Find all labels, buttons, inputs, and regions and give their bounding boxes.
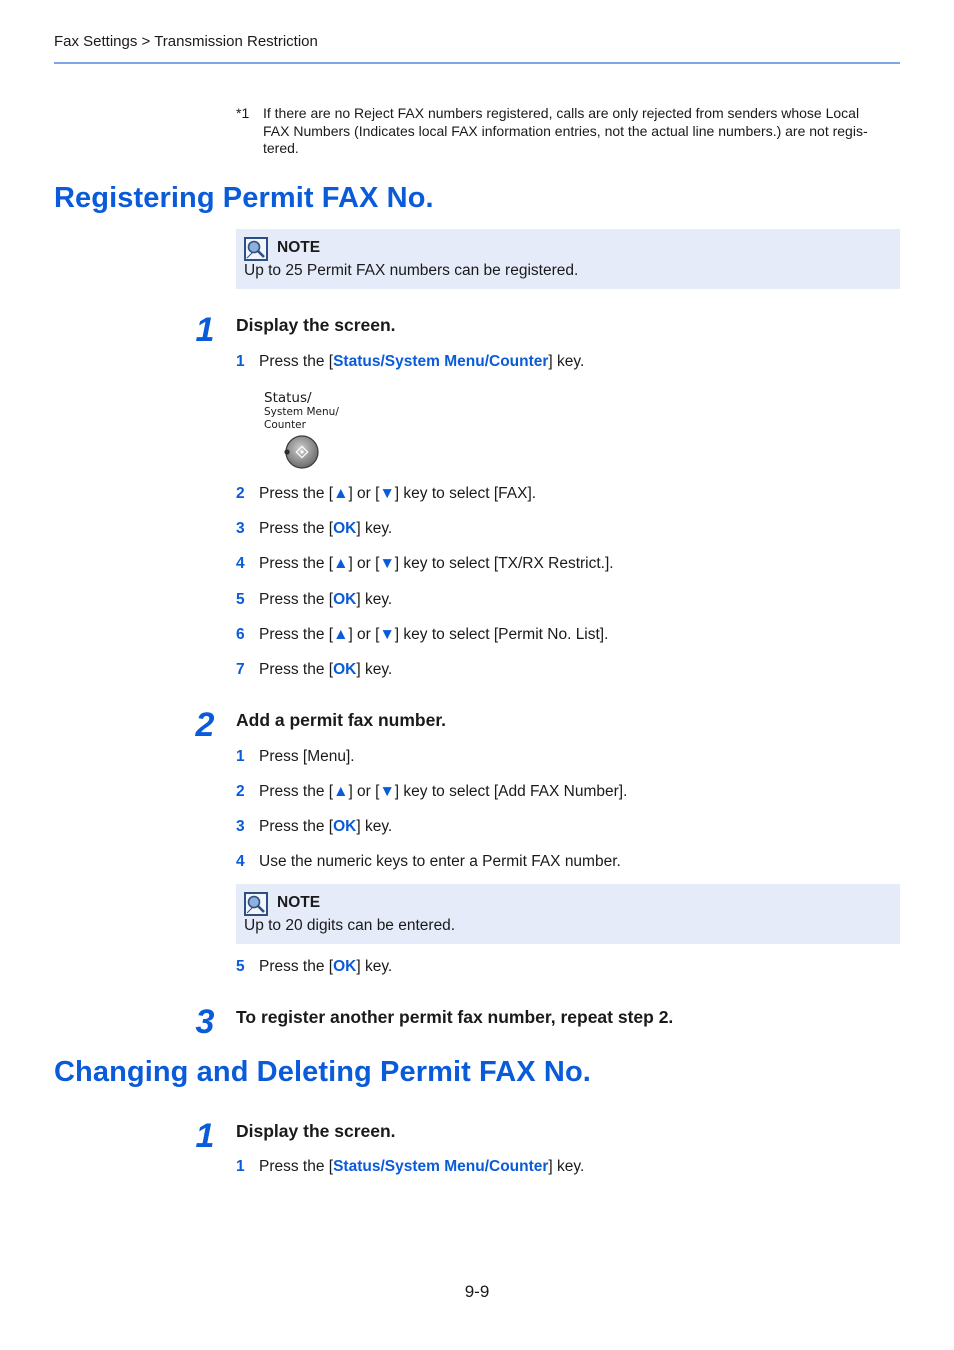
- substep-text: Press the [: [259, 661, 334, 678]
- page-number: 9-9: [464, 1282, 490, 1301]
- substep: [236, 782, 627, 802]
- substep: [236, 625, 608, 645]
- substep: [236, 660, 392, 680]
- substep: [236, 1157, 584, 1177]
- up-arrow-icon: ▲: [333, 485, 349, 502]
- substep-text: ] key.: [548, 1158, 585, 1175]
- substep-text: Press the [: [259, 783, 334, 800]
- substep-text: ] key.: [356, 661, 393, 678]
- substep-number: 1: [236, 353, 245, 370]
- substep: [236, 817, 392, 837]
- step-title: To register another permit fax number, repeat step 2.: [236, 1007, 674, 1027]
- note-label: NOTE: [277, 239, 321, 256]
- substep-number: 5: [236, 958, 245, 975]
- note-label: NOTE: [277, 894, 321, 911]
- substep-number: 3: [236, 818, 245, 835]
- key-label-line-2: System Menu/: [264, 406, 339, 418]
- substep-text: Press the [: [259, 485, 334, 502]
- substep-text: ] or [: [348, 626, 380, 643]
- breadcrumb: Fax Settings > Transmission Restriction: [54, 33, 318, 50]
- substep: [236, 747, 355, 767]
- substep-number: 2: [236, 485, 245, 502]
- substep: [236, 957, 392, 977]
- note-magnifier-icon: [244, 237, 268, 261]
- note-magnifier-icon: [244, 892, 268, 916]
- down-arrow-icon: ▼: [379, 485, 395, 502]
- status-key-illustration: [262, 390, 352, 472]
- header-rule: [54, 62, 900, 64]
- footnote: [236, 105, 896, 158]
- substep-number: 6: [236, 626, 245, 643]
- down-arrow-icon: ▼: [379, 555, 395, 572]
- substep: [236, 554, 614, 574]
- substep-text: ] or [: [348, 485, 380, 502]
- substep-text: ] key to select [Add FAX Number].: [394, 783, 628, 800]
- step-number: 1: [195, 1117, 215, 1155]
- footnote-line-2: FAX Numbers (Indicates local FAX information entries, not the actual line numbers.) are not regis-: [263, 122, 868, 139]
- key-name: Status/System Menu/Counter: [333, 353, 549, 370]
- substep-text: Press the [: [259, 1158, 334, 1175]
- note-text: Up to 20 digits can be entered.: [244, 917, 456, 934]
- substep-text: ] or [: [348, 555, 380, 572]
- key-name: OK: [333, 818, 357, 835]
- substep-number: 7: [236, 661, 245, 678]
- up-arrow-icon: ▲: [333, 783, 349, 800]
- section-title-registering: Registering Permit FAX No.: [54, 182, 434, 214]
- substep-number: 1: [236, 1158, 245, 1175]
- note-box: [236, 884, 900, 944]
- substep-text: ] key to select [FAX].: [394, 485, 537, 502]
- substep-text: Press [Menu].: [259, 748, 355, 765]
- note-text: Up to 25 Permit FAX numbers can be registered.: [244, 262, 579, 279]
- substep: [236, 852, 621, 872]
- step-title: Display the screen.: [236, 315, 396, 335]
- substep-number: 3: [236, 520, 245, 537]
- substep-text: ] key.: [548, 353, 585, 370]
- key-name: OK: [333, 520, 357, 537]
- substep: [236, 519, 392, 539]
- substep-text: Press the [: [259, 626, 334, 643]
- footnote-mark: *1: [236, 105, 250, 121]
- substep-text: Use the numeric keys to enter a Permit FAX number.: [259, 853, 621, 870]
- step-number: 3: [195, 1003, 215, 1041]
- substep-text: Press the [: [259, 958, 334, 975]
- substep-number: 5: [236, 591, 245, 608]
- key-name: OK: [333, 958, 357, 975]
- up-arrow-icon: ▲: [333, 555, 349, 572]
- substep-number: 2: [236, 783, 245, 800]
- key-label-line-3: Counter: [264, 418, 306, 431]
- up-arrow-icon: ▲: [333, 626, 349, 643]
- substep-text: ] key to select [TX/RX Restrict.].: [394, 555, 614, 572]
- substep-text: Press the [: [259, 555, 334, 572]
- key-label-line-1: Status/: [264, 390, 312, 406]
- substep-text: ] key.: [356, 520, 393, 537]
- substep-text: Press the [: [259, 353, 334, 370]
- down-arrow-icon: ▼: [379, 783, 395, 800]
- section-title-changing-deleting: Changing and Deleting Permit FAX No.: [54, 1056, 591, 1088]
- substep-text: Press the [: [259, 520, 334, 537]
- key-name: OK: [333, 661, 357, 678]
- substep-text: Press the [: [259, 591, 334, 608]
- substep-text: ] or [: [348, 783, 380, 800]
- substep-number: 4: [236, 853, 245, 870]
- step-number: 2: [195, 706, 215, 744]
- footnote-line-1: If there are no Reject FAX numbers registered, calls are only rejected from senders whose Local: [263, 105, 860, 121]
- step-title: Display the screen.: [236, 1121, 396, 1141]
- substep: [236, 590, 392, 610]
- substep-text: Press the [: [259, 818, 334, 835]
- substep-text: ] key.: [356, 591, 393, 608]
- substep: [236, 352, 584, 372]
- substep-text: ] key.: [356, 818, 393, 835]
- footnote-line-3: tered.: [263, 140, 299, 156]
- substep-number: 4: [236, 555, 245, 572]
- step-title: Add a permit fax number.: [236, 710, 447, 730]
- down-arrow-icon: ▼: [379, 626, 395, 643]
- substep-text: ] key.: [356, 958, 393, 975]
- status-key-button-icon: [282, 434, 322, 472]
- substep: [236, 484, 536, 504]
- substep-text: ] key to select [Permit No. List].: [394, 626, 609, 643]
- substep-number: 1: [236, 748, 245, 765]
- note-box: [236, 229, 900, 289]
- step-number: 1: [195, 311, 215, 349]
- key-name: OK: [333, 591, 357, 608]
- key-name: Status/System Menu/Counter: [333, 1158, 549, 1175]
